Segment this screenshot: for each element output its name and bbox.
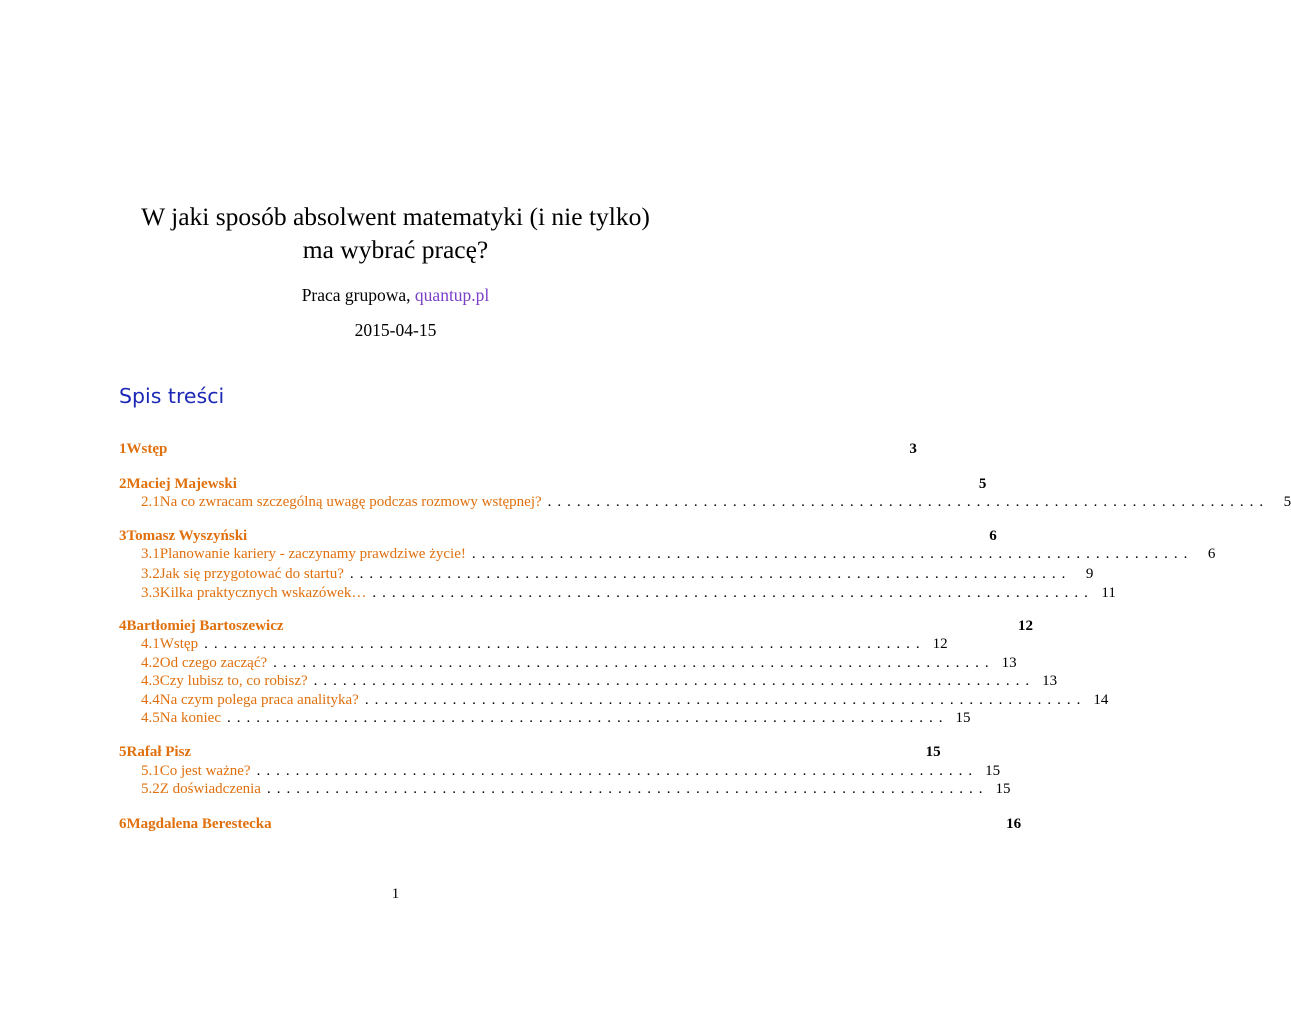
toc-entry-4-4[interactable] xyxy=(119,692,1109,712)
toc-entry-number: 3.3 xyxy=(141,585,160,601)
toc-entry-number: 4.5 xyxy=(141,710,160,726)
toc-entry-number: 1 xyxy=(119,441,127,457)
title-line-1: W jaki sposób absolwent matematyki (i nie tylko) xyxy=(141,202,650,231)
toc-entry-page: 15 xyxy=(925,744,941,760)
toc-entry-number: 4.1 xyxy=(141,636,160,652)
toc-entry-label: Bartłomiej Bartoszewicz xyxy=(126,618,284,634)
toc-entry-2-1[interactable] xyxy=(119,494,1291,514)
toc-entry-label: Tomasz Wyszyński xyxy=(126,528,248,544)
toc-entry-number: 5.2 xyxy=(141,781,160,797)
toc-entry-5-2[interactable] xyxy=(119,781,1011,801)
toc-entry-page: 16 xyxy=(1006,816,1022,832)
toc-entry-number: 5.1 xyxy=(141,763,160,779)
toc-entry-number: 4.2 xyxy=(141,655,160,671)
toc-entry-label: Planowanie kariery - zaczynamy prawdziwe życie! xyxy=(159,546,466,562)
toc-entry-page: 15 xyxy=(985,763,1001,779)
toc-entry-4-1[interactable] xyxy=(119,636,948,656)
toc-entry-label: Magdalena Berestecka xyxy=(126,816,272,832)
toc-entry-page: 14 xyxy=(1093,692,1109,708)
toc-entry-5-1[interactable] xyxy=(119,763,1001,783)
toc-entry-label: Jak się przygotować do startu? xyxy=(159,566,344,582)
toc-entry-3-1[interactable] xyxy=(119,546,1216,566)
toc-entry-6[interactable] xyxy=(119,816,1022,836)
author-prefix: Praca grupowa, xyxy=(301,285,415,305)
page-number: 1 xyxy=(391,886,400,902)
toc-entry-3-3[interactable] xyxy=(119,585,1116,605)
toc-leader: .......................................................................... xyxy=(226,710,949,726)
toc-entry-label: Maciej Majewski xyxy=(126,476,237,492)
toc-entry-page: 12 xyxy=(1018,618,1034,634)
toc-entry-label: Od czego zacząć? xyxy=(159,655,268,671)
toc-entry-number: 2 xyxy=(119,476,127,492)
toc-leader: .......................................................................... xyxy=(471,546,1194,562)
toc-entry-page: 12 xyxy=(932,636,948,652)
toc-entry-number: 3.1 xyxy=(141,546,160,562)
title-line-2: ma wybrać pracę? xyxy=(302,235,489,264)
toc-entry-page: 6 xyxy=(1207,546,1216,562)
toc-entry-label: Rafał Pisz xyxy=(126,744,192,760)
toc-entry-label: Z doświadczenia xyxy=(159,781,261,797)
toc-entry-page: 15 xyxy=(955,710,971,726)
toc-entry-label: Na koniec xyxy=(159,710,221,726)
document-title xyxy=(0,200,791,266)
toc-leader: .......................................................................... xyxy=(547,494,1270,510)
toc-entry-4-3[interactable] xyxy=(119,673,1058,693)
toc-entry-number: 5 xyxy=(119,744,127,760)
toc-entry-number: 4 xyxy=(119,618,127,634)
toc-entry-page: 3 xyxy=(909,441,917,457)
toc-entry-3-2[interactable] xyxy=(119,566,1094,586)
toc-leader: .......................................................................... xyxy=(256,763,979,779)
toc-entry-label: Kilka praktycznych wskazówek… xyxy=(159,585,367,601)
toc-leader: .......................................................................... xyxy=(204,636,926,652)
toc-entry-page: 11 xyxy=(1101,585,1116,601)
toc-leader: .......................................................................... xyxy=(313,673,1036,689)
toc-entry-page: 13 xyxy=(1042,673,1058,689)
toc-entry-number: 2.1 xyxy=(141,494,160,510)
toc-heading: Spis treści xyxy=(119,384,225,408)
toc-entry-4-5[interactable] xyxy=(119,710,971,730)
toc-entry-number: 3 xyxy=(119,528,127,544)
toc-leader: .......................................................................... xyxy=(372,585,1094,601)
toc-leader: .......................................................................... xyxy=(349,566,1072,582)
toc-entry-1[interactable] xyxy=(119,441,917,461)
toc-entry-number: 4.4 xyxy=(141,692,160,708)
toc-entry-5[interactable] xyxy=(119,744,941,764)
toc-entry-label: Czy lubisz to, co robisz? xyxy=(159,673,308,689)
toc-entry-label: Na co zwracam szczególną uwagę podczas rozmowy wstępnej? xyxy=(159,494,542,510)
toc-entry-number: 3.2 xyxy=(141,566,160,582)
toc-entry-4[interactable] xyxy=(119,618,1034,638)
author-line xyxy=(0,285,791,306)
toc-entry-page: 5 xyxy=(978,476,987,492)
toc-entry-page: 13 xyxy=(1001,655,1017,671)
toc-entry-label: Wstęp xyxy=(159,636,199,652)
toc-entry-label: Wstęp xyxy=(126,441,168,457)
document-date: 2015-04-15 xyxy=(354,320,437,340)
toc-leader: .......................................................................... xyxy=(273,655,995,671)
toc-entry-label: Na czym polega praca analityka? xyxy=(159,692,359,708)
toc-entry-page: 5 xyxy=(1283,494,1291,510)
toc-entry-4-2[interactable] xyxy=(119,655,1017,675)
toc-entry-2[interactable] xyxy=(119,476,987,496)
author-link[interactable]: quantup.pl xyxy=(414,285,490,305)
toc-entry-number: 4.3 xyxy=(141,673,160,689)
toc-leader: .......................................................................... xyxy=(266,781,989,797)
toc-entry-page: 6 xyxy=(989,528,997,544)
toc-entry-page: 9 xyxy=(1085,566,1094,582)
toc-leader: .......................................................................... xyxy=(364,692,1087,708)
toc-entry-number: 6 xyxy=(119,816,127,832)
toc-entry-page: 15 xyxy=(995,781,1011,797)
toc-entry-label: Co jest ważne? xyxy=(159,763,251,779)
toc-entry-3[interactable] xyxy=(119,528,997,548)
